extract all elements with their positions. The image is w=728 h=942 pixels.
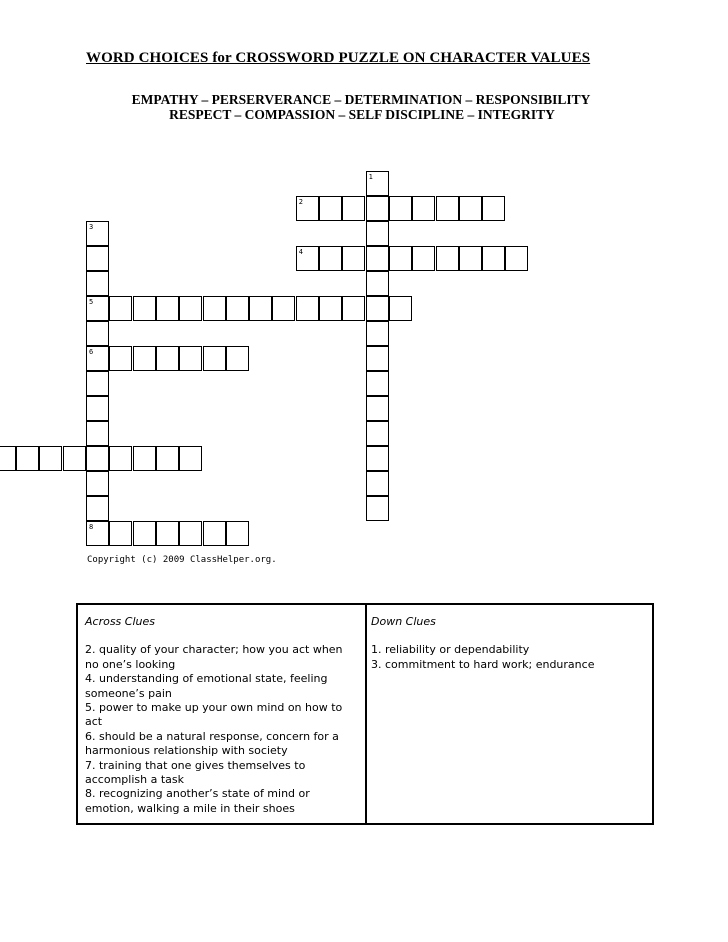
- crossword-cell[interactable]: [0, 446, 16, 471]
- crossword-cell[interactable]: [63, 446, 86, 471]
- down-clue-3: 3. commitment to hard work; endurance: [371, 657, 595, 671]
- crossword-cell[interactable]: [366, 371, 389, 396]
- crossword-cell[interactable]: [86, 421, 109, 446]
- crossword-cell[interactable]: [366, 196, 389, 221]
- crossword-cell[interactable]: [366, 271, 389, 296]
- crossword-cell[interactable]: [482, 246, 505, 271]
- crossword-cell[interactable]: [86, 471, 109, 496]
- word-list-line-1: EMPATHY – PERSERVERANCE – DETERMINATION – RESPONSIBILITY: [131, 92, 591, 107]
- crossword-cell[interactable]: [459, 196, 482, 221]
- crossword-cell[interactable]: [86, 371, 109, 396]
- crossword-cell[interactable]: [249, 296, 272, 321]
- crossword-cell[interactable]: [366, 246, 389, 271]
- word-list-line-2: RESPECT – COMPASSION – SELF DISCIPLINE – INTEGRITY: [169, 107, 555, 122]
- crossword-cell[interactable]: [86, 496, 109, 521]
- crossword-cell[interactable]: [86, 246, 109, 271]
- crossword-cell[interactable]: [366, 496, 389, 521]
- crossword-cell[interactable]: [226, 296, 249, 321]
- clue-number: 1: [368, 173, 373, 181]
- crossword-cell[interactable]: [86, 221, 109, 246]
- down-clues-header: Down Clues: [371, 615, 436, 628]
- crossword-cell[interactable]: [482, 196, 505, 221]
- crossword-cell[interactable]: [86, 346, 109, 371]
- crossword-cell[interactable]: [203, 346, 226, 371]
- crossword-cell[interactable]: [505, 246, 528, 271]
- crossword-cell[interactable]: [133, 446, 156, 471]
- clue-number: 8: [89, 523, 94, 531]
- crossword-cell[interactable]: [412, 246, 435, 271]
- crossword-cell[interactable]: [366, 296, 389, 321]
- crossword-cell[interactable]: [296, 296, 319, 321]
- crossword-cell[interactable]: [179, 296, 202, 321]
- across-clues-column: [85, 605, 357, 816]
- clue-number: 5: [89, 298, 94, 306]
- crossword-cell[interactable]: [459, 246, 482, 271]
- crossword-cell[interactable]: [319, 196, 342, 221]
- page-title: WORD CHOICES for CROSSWORD PUZZLE ON CHARACTER VALUES: [86, 50, 591, 66]
- clue-number: 2: [298, 198, 303, 206]
- crossword-cell[interactable]: [412, 196, 435, 221]
- crossword-cell[interactable]: [133, 521, 156, 546]
- crossword-cell[interactable]: [342, 246, 365, 271]
- crossword-cell[interactable]: [272, 296, 295, 321]
- down-clues-column: [371, 605, 649, 672]
- crossword-cell[interactable]: [366, 171, 389, 196]
- crossword-cell[interactable]: [366, 471, 389, 496]
- crossword-cell[interactable]: [319, 246, 342, 271]
- crossword-cell[interactable]: [109, 346, 132, 371]
- across-clue-6: 6. should be a natural response, concern for a harmonious relationship with society: [85, 729, 339, 758]
- crossword-cell[interactable]: [133, 296, 156, 321]
- crossword-cell[interactable]: [109, 446, 132, 471]
- crossword-cell[interactable]: [156, 346, 179, 371]
- crossword-cell[interactable]: [179, 446, 202, 471]
- crossword-cell[interactable]: [109, 296, 132, 321]
- crossword-cell[interactable]: [156, 446, 179, 471]
- across-clue-4: 4. understanding of emotional state, feeling someone’s pain: [85, 672, 328, 700]
- clue-number: 6: [89, 348, 94, 356]
- clue-number: 4: [298, 248, 303, 256]
- across-clues-header: Across Clues: [85, 615, 155, 628]
- crossword-cell[interactable]: [342, 296, 365, 321]
- crossword-cell[interactable]: [366, 396, 389, 421]
- down-clue-1: 1. reliability or dependability: [371, 643, 530, 657]
- crossword-cell[interactable]: [86, 296, 109, 321]
- crossword-cell[interactable]: [156, 521, 179, 546]
- crossword-cell[interactable]: [156, 296, 179, 321]
- copyright-notice: Copyright (c) 2009 ClassHelper.org.: [87, 555, 277, 565]
- crossword-cell[interactable]: [436, 246, 459, 271]
- crossword-cell[interactable]: [296, 196, 319, 221]
- crossword-cell[interactable]: [179, 521, 202, 546]
- crossword-cell[interactable]: [436, 196, 459, 221]
- crossword-cell[interactable]: [296, 246, 319, 271]
- crossword-cell[interactable]: [389, 246, 412, 271]
- across-clue-8: 8. recognizing another’s state of mind or emotion, walking a mile in their shoes: [85, 787, 310, 815]
- crossword-cell[interactable]: [226, 346, 249, 371]
- crossword-cell[interactable]: [86, 321, 109, 346]
- crossword-cell[interactable]: [39, 446, 62, 471]
- crossword-cell[interactable]: [16, 446, 39, 471]
- clues-divider: [365, 605, 367, 823]
- crossword-cell[interactable]: [133, 346, 156, 371]
- crossword-cell[interactable]: [86, 446, 109, 471]
- crossword-cell[interactable]: [109, 521, 132, 546]
- across-clue-7: 7. training that one gives themselves to accomplish a task: [85, 758, 306, 787]
- crossword-cell[interactable]: [366, 221, 389, 246]
- crossword-cell[interactable]: [86, 521, 109, 546]
- crossword-cell[interactable]: [86, 396, 109, 421]
- crossword-cell[interactable]: [179, 346, 202, 371]
- clues-table: [76, 603, 654, 825]
- crossword-cell[interactable]: [86, 271, 109, 296]
- clue-number: 3: [89, 223, 94, 231]
- across-clue-5: 5. power to make up your own mind on how to act: [85, 701, 343, 729]
- crossword-cell[interactable]: [203, 296, 226, 321]
- crossword-cell[interactable]: [226, 521, 249, 546]
- crossword-cell[interactable]: [366, 346, 389, 371]
- across-clue-2: 2. quality of your character; how you act when no one’s looking: [85, 643, 343, 671]
- crossword-cell[interactable]: [366, 446, 389, 471]
- crossword-cell[interactable]: [319, 296, 342, 321]
- crossword-cell[interactable]: [389, 196, 412, 221]
- crossword-cell[interactable]: [366, 321, 389, 346]
- crossword-cell[interactable]: [203, 521, 226, 546]
- crossword-cell[interactable]: [389, 296, 412, 321]
- crossword-cell[interactable]: [366, 421, 389, 446]
- crossword-cell[interactable]: [342, 196, 365, 221]
